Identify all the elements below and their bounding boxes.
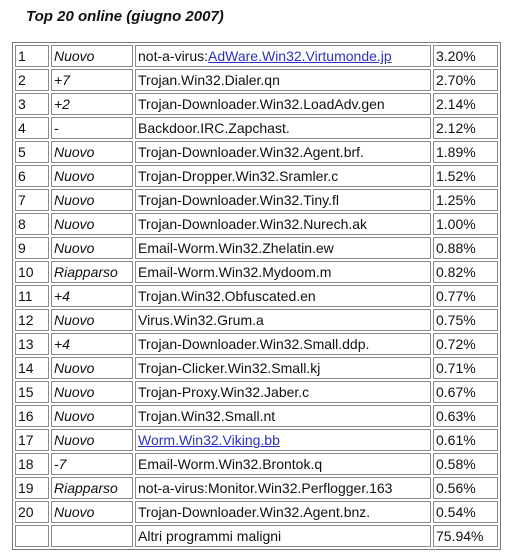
malware-name-cell: [135, 525, 431, 547]
change-cell: Nuovo: [51, 213, 133, 235]
rank-cell: 1: [15, 45, 49, 67]
rank-cell: 13: [15, 333, 49, 355]
malware-name-cell: [135, 69, 431, 91]
rank-cell: 19: [15, 477, 49, 499]
share-cell: 0.88%: [433, 237, 498, 259]
malware-name: Trojan-Proxy.Win32.Jaber.c: [138, 384, 310, 400]
malware-name: Trojan.Win32.Obfuscated.en: [138, 288, 316, 304]
malware-name: Trojan-Downloader.Win32.Nurech.ak: [138, 216, 368, 232]
malware-ranking-table: [12, 42, 501, 550]
table-row: [15, 525, 498, 547]
table-row: [15, 237, 498, 259]
change-cell: Nuovo: [51, 237, 133, 259]
table-row: [15, 309, 498, 331]
table-row: [15, 381, 498, 403]
share-cell: 0.56%: [433, 477, 498, 499]
malware-name: Trojan-Downloader.Win32.Agent.brf.: [138, 144, 364, 160]
table-row: [15, 357, 498, 379]
share-cell: 75.94%: [433, 525, 498, 547]
rank-cell: 6: [15, 165, 49, 187]
table-row: [15, 69, 498, 91]
malware-name-cell: [135, 261, 431, 283]
share-cell: 1.00%: [433, 213, 498, 235]
malware-name-cell: [135, 357, 431, 379]
share-cell: 0.54%: [433, 501, 498, 523]
rank-cell: 2: [15, 69, 49, 91]
rank-cell: 14: [15, 357, 49, 379]
change-cell: Nuovo: [51, 189, 133, 211]
malware-name-link[interactable]: AdWare.Win32.Virtumonde.jp: [208, 48, 392, 64]
rank-cell: 8: [15, 213, 49, 235]
share-cell: 1.52%: [433, 165, 498, 187]
table-row: [15, 405, 498, 427]
share-cell: 3.20%: [433, 45, 498, 67]
table-row: [15, 261, 498, 283]
share-cell: 0.75%: [433, 309, 498, 331]
malware-name-cell: [135, 453, 431, 475]
malware-table-container: [12, 42, 501, 550]
rank-cell: 10: [15, 261, 49, 283]
malware-name-cell: [135, 117, 431, 139]
change-cell: Riapparso: [51, 261, 133, 283]
change-cell: -7: [51, 453, 133, 475]
share-cell: 2.12%: [433, 117, 498, 139]
table-row: [15, 501, 498, 523]
page-title: Top 20 online (giugno 2007): [26, 8, 224, 25]
change-cell: Nuovo: [51, 357, 133, 379]
rank-cell: 4: [15, 117, 49, 139]
rank-cell: 7: [15, 189, 49, 211]
change-cell: [51, 525, 133, 547]
change-cell: Nuovo: [51, 141, 133, 163]
share-cell: 2.70%: [433, 69, 498, 91]
change-cell: Nuovo: [51, 45, 133, 67]
malware-name-cell: [135, 309, 431, 331]
rank-cell: 11: [15, 285, 49, 307]
share-cell: 0.71%: [433, 357, 498, 379]
malware-name: Trojan-Downloader.Win32.LoadAdv.gen: [138, 96, 385, 112]
rank-cell: 5: [15, 141, 49, 163]
share-cell: 1.89%: [433, 141, 498, 163]
malware-name-cell: [135, 141, 431, 163]
malware-name: Altri programmi maligni: [138, 528, 282, 544]
malware-name-cell: [135, 93, 431, 115]
table-row: [15, 141, 498, 163]
change-cell: Nuovo: [51, 405, 133, 427]
table-row: [15, 93, 498, 115]
change-cell: Riapparso: [51, 477, 133, 499]
malware-name-link[interactable]: Worm.Win32.Viking.bb: [138, 432, 280, 448]
malware-name: Trojan-Clicker.Win32.Small.kj: [138, 360, 321, 376]
share-cell: 0.77%: [433, 285, 498, 307]
malware-name: Email-Worm.Win32.Brontok.q: [138, 456, 323, 472]
malware-name: Email-Worm.Win32.Zhelatin.ew: [138, 240, 334, 256]
table-row: [15, 165, 498, 187]
malware-name: Email-Worm.Win32.Mydoom.m: [138, 264, 332, 280]
share-cell: 1.25%: [433, 189, 498, 211]
malware-name-cell: [135, 381, 431, 403]
rank-cell: 12: [15, 309, 49, 331]
malware-name: Trojan-Dropper.Win32.Sramler.c: [138, 168, 339, 184]
malware-name-cell: [135, 213, 431, 235]
rank-cell: 17: [15, 429, 49, 451]
share-cell: 2.14%: [433, 93, 498, 115]
table-row: [15, 213, 498, 235]
rank-cell: 15: [15, 381, 49, 403]
malware-name-cell: [135, 45, 431, 67]
table-row: [15, 117, 498, 139]
malware-name: Trojan.Win32.Dialer.qn: [138, 72, 280, 88]
malware-name-cell: [135, 477, 431, 499]
malware-name: Trojan-Downloader.Win32.Small.ddp.: [138, 336, 370, 352]
malware-name: not-a-virus:Monitor.Win32.Perflogger.163: [138, 480, 393, 496]
change-cell: Nuovo: [51, 429, 133, 451]
malware-name: Trojan-Downloader.Win32.Agent.bnz.: [138, 504, 371, 520]
change-cell: Nuovo: [51, 381, 133, 403]
change-cell: Nuovo: [51, 501, 133, 523]
malware-name: Trojan.Win32.Small.nt: [138, 408, 276, 424]
malware-name-cell: [135, 237, 431, 259]
share-cell: 0.72%: [433, 333, 498, 355]
change-cell: Nuovo: [51, 165, 133, 187]
malware-name-cell: [135, 501, 431, 523]
table-row: [15, 189, 498, 211]
malware-name-prefix: not-a-virus:: [138, 48, 209, 64]
share-cell: 0.63%: [433, 405, 498, 427]
malware-name: Trojan-Downloader.Win32.Tiny.fl: [138, 192, 340, 208]
malware-name: Backdoor.IRC.Zapchast.: [138, 120, 290, 136]
change-cell: +2: [51, 93, 133, 115]
share-cell: 0.58%: [433, 453, 498, 475]
rank-cell: 18: [15, 453, 49, 475]
change-cell: +4: [51, 285, 133, 307]
table-row: [15, 477, 498, 499]
malware-name-cell: [135, 189, 431, 211]
table-body: [15, 45, 498, 547]
table-row: [15, 429, 498, 451]
malware-name-cell: [135, 165, 431, 187]
table-row: [15, 45, 498, 67]
malware-name-cell: [135, 285, 431, 307]
rank-cell: 16: [15, 405, 49, 427]
malware-name-cell: [135, 405, 431, 427]
share-cell: 0.82%: [433, 261, 498, 283]
change-cell: +7: [51, 69, 133, 91]
rank-cell: 9: [15, 237, 49, 259]
table-row: [15, 333, 498, 355]
change-cell: Nuovo: [51, 309, 133, 331]
change-cell: -: [51, 117, 133, 139]
share-cell: 0.67%: [433, 381, 498, 403]
malware-name-cell: [135, 429, 431, 451]
change-cell: +4: [51, 333, 133, 355]
table-row: [15, 453, 498, 475]
rank-cell: 20: [15, 501, 49, 523]
malware-name-cell: [135, 333, 431, 355]
rank-cell: [15, 525, 49, 547]
table-row: [15, 285, 498, 307]
malware-name: Virus.Win32.Grum.a: [138, 312, 264, 328]
share-cell: 0.61%: [433, 429, 498, 451]
rank-cell: 3: [15, 93, 49, 115]
